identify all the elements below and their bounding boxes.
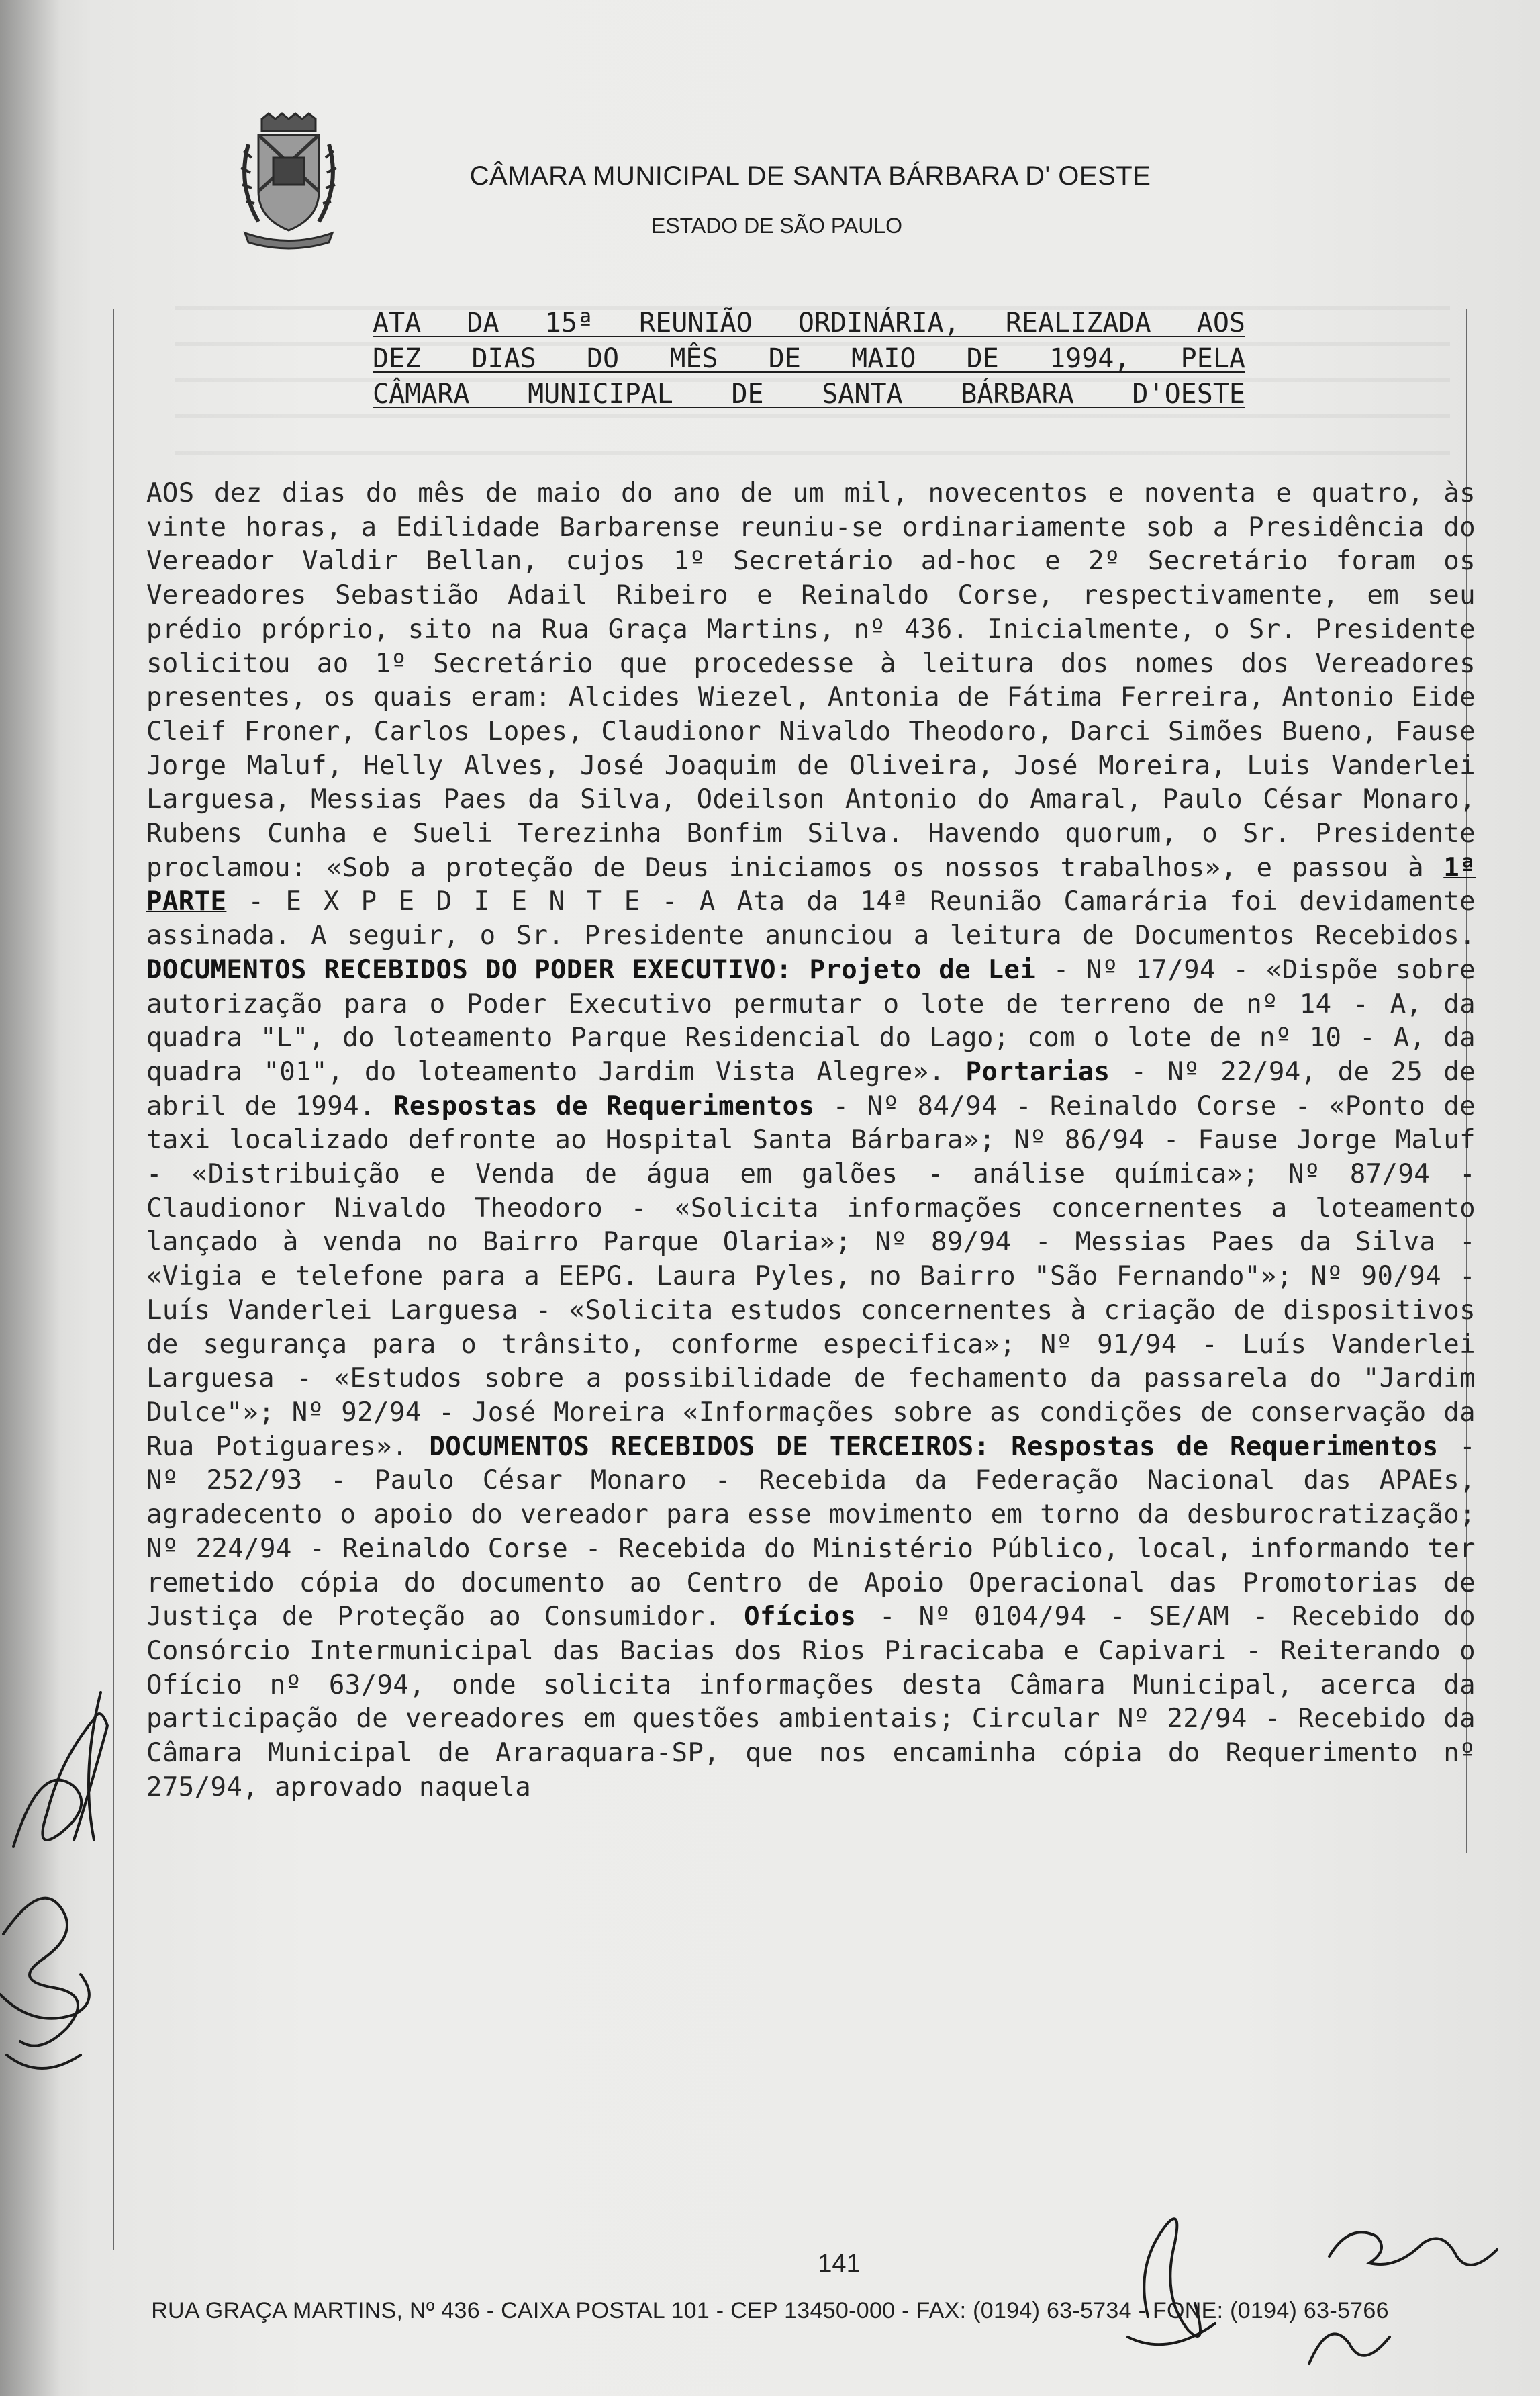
letters-heading: Ofícios [744,1602,857,1632]
executive-docs-heading: DOCUMENTOS RECEBIDOS DO PODER EXECUTIVO: [146,954,792,985]
first-part-label: 1ª PARTE [146,852,1476,917]
minutes-title [373,306,1245,412]
margin-signatures [0,1679,161,2095]
page-number: 141 [818,2250,861,2278]
bill-text: - Nº 17/94 - «Dispõe sobre autorização para o Poder Executivo permutar o lote de terreno de nº 14 - A, da quadra "L", do loteamento Parque Residencial do Lago; com o lote de nº 10 - A, da quadra "01", do loteamento Jardim Vista Alegre». [146,954,1476,1087]
ordinances-text: - Nº 22/94, de 25 de abril de 1994. [146,1056,1476,1121]
opening-paragraph: AOS dez dias do mês de maio do ano de um mil, novecentos e noventa e quatro, às vinte horas, a Edilidade Barbarense reuniu-se ordinariamente sob a Presidência do Vereador Valdir Bellan, cujos 1º Secretário ad-hoc e 2º Secretário foram os Vereadores Sebastião Adail Ribeiro e Reinaldo Corse, respectivamente, em seu prédio próprio, sito na Rua Graça Martins, nº 436. Inicialmente, o Sr. Presidente solicitou ao 1º Secretário que procedesse à leitura dos nomes dos Vereadores presentes, os quais eram: Alcides Wiezel, Antonia de Fátima Ferreira, Antonio Eide Cleif Froner, Carlos Lopes, Claudionor Nivaldo Theodoro, Darci Simões Bueno, Fause Jorge Maluf, Helly Alves, José Joaquim de Oliveira, José Moreira, Luis Vanderlei Larguesa, Messias Paes da Silva, Odeilson Antonio do Amaral, Paulo César Monaro, Rubens Cunha e Sueli Terezinha Bonfim Silva. Havendo quorum, o Sr. Presidente proclamou: «Sob a proteção de Deus iniciamos os nossos trabalhos», e passou à [146,478,1476,883]
title-line-3: CÂMARA MUNICIPAL DE SANTA BÁRBARA D'OESTE [373,379,1245,410]
third-party-docs-heading: DOCUMENTOS RECEBIDOS DE TERCEIROS: [429,1431,990,1462]
bill-heading: Projeto de Lei [809,954,1037,985]
ordinances-heading: Portarias [965,1056,1110,1087]
title-line-2: DEZ DIAS DO MÊS DE MAIO DE 1994, PELA [373,343,1245,374]
institution-name: CÂMARA MUNICIPAL DE SANTA BÁRBARA D' OESTE [469,161,1151,191]
title-line-1: ATA DA 15ª REUNIÃO ORDINÁRIA, REALIZADA AOS [373,308,1245,338]
letters-text: - Nº 0104/94 - SE/AM - Recebido do Consórcio Intermunicipal das Bacias dos Rios Piracicaba e Capivari - Reiterando o Ofício nº 63/94, onde solicita informações desta Câmara Municipal, acerca da participação de vereadores em questões ambientais; Circular Nº 22/94 - Recebido da Câmara Municipal de Araraquara-SP, que nos encaminha cópia do Requerimento nº 275/94, aprovado naquela [146,1602,1476,1802]
footer-address: RUA GRAÇA MARTINS, Nº 436 - CAIXA POSTAL 101 - CEP 13450-000 - FAX: (0194) 63-5734 - FONE: (0194) 63-5766 [151,2298,1389,2323]
minutes-body [146,477,1476,1804]
replies-heading: Respostas de Requerimentos [393,1091,815,1121]
replies-heading-2: Respostas de Requerimentos [1011,1431,1439,1462]
bottom-signatures [1108,2182,1537,2384]
third-party-replies-text: - Nº 252/93 - Paulo César Monaro - Recebida da Federação Nacional das APAEs, agradecento o apoio do vereador para esse movimento em torno da desburocratização; Nº 224/94 - Reinaldo Corse - Recebida do Ministério Público, local, informando ter remetido cópia do documento ao Centro de Apoio Operacional das Promotorias de Justiça de Proteção ao Consumidor. [146,1431,1476,1632]
state-name: ESTADO DE SÃO PAULO [651,214,902,238]
expediente-text: - E X P E D I E N T E - A Ata da 14ª Reunião Camarária foi devidamente assinada. A seguir, o Sr. Presidente anunciou a leitura de Documentos Recebidos. [146,886,1476,952]
replies-text: - Nº 84/94 - Reinaldo Corse - «Ponto de taxi localizado defronte ao Hospital Santa Bárbara»; Nº 86/94 - Fause Jorge Maluf - «Distribuição e Venda de água em galões - análise química»; Nº 87/94 - Claudionor Nivaldo Theodoro - «Solicita informações concernentes a loteamento lançado à venda no Bairro Parque Olaria»; Nº 89/94 - Messias Paes da Silva - «Vigia e telefone para a EEPG. Laura Pyles, no Bairro "São Fernando"»; Nº 90/94 - Luís Vanderlei Larguesa - «Solicita estudos concernentes à criação de dispositivos de segurança para o trânsito, conforme especifica»; Nº 91/94 - Luís Vanderlei Larguesa - «Estudos sobre a possibilidade de fechamento da passarela do "Jardim Dulce"»; Nº 92/94 - José Moreira «Informações sobre as condições de conservação da Rua Potiguares». [146,1091,1476,1462]
